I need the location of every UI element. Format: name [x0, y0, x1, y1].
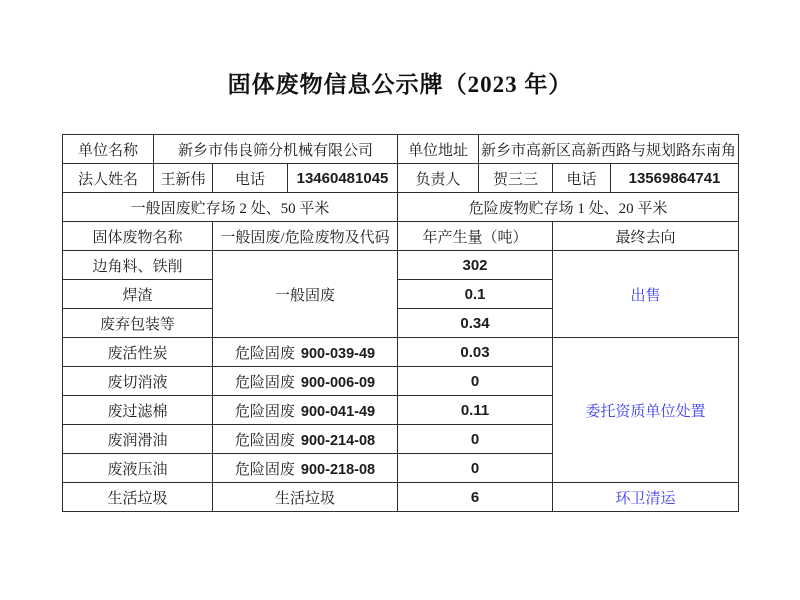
phone1-label: 电话 — [213, 164, 288, 193]
domestic-destination-cell: 环卫清运 — [553, 483, 739, 512]
waste-name: 生活垃圾 — [63, 483, 213, 512]
waste-amount: 0.34 — [398, 309, 553, 338]
waste-name: 边角料、铁削 — [63, 251, 213, 280]
row-unit-info — [63, 135, 739, 164]
phone2-value: 13569864741 — [611, 164, 739, 193]
table-row — [63, 483, 739, 512]
waste-name: 焊渣 — [63, 280, 213, 309]
waste-name: 废切消液 — [63, 367, 213, 396]
waste-category-code: 危险固废 900-041-49 — [213, 396, 398, 425]
legal-person-value: 王新伟 — [154, 164, 213, 193]
waste-name: 废活性炭 — [63, 338, 213, 367]
header-waste-name: 固体废物名称 — [63, 222, 213, 251]
unit-name-label: 单位名称 — [63, 135, 154, 164]
waste-category-code: 危险固废 900-039-49 — [213, 338, 398, 367]
header-destination: 最终去向 — [553, 222, 739, 251]
page-title: 固体废物信息公示牌（2023 年） — [227, 72, 573, 97]
header-annual-amount: 年产生量（吨） — [398, 222, 553, 251]
waste-category-code: 危险固废 900-214-08 — [213, 425, 398, 454]
unit-address-value: 新乡市高新区高新西路与规划路东南角 — [479, 135, 739, 164]
waste-amount: 0.11 — [398, 396, 553, 425]
table-row — [63, 251, 739, 280]
phone2-label: 电话 — [553, 164, 611, 193]
legal-person-label: 法人姓名 — [63, 164, 154, 193]
waste-category-code: 危险固废 900-218-08 — [213, 454, 398, 483]
phone1-value: 13460481045 — [288, 164, 398, 193]
waste-amount: 0.03 — [398, 338, 553, 367]
waste-category-code: 危险固废 900-006-09 — [213, 367, 398, 396]
row-storage-info — [63, 193, 739, 222]
manager-value: 贺三三 — [479, 164, 553, 193]
waste-category-code: 生活垃圾 — [213, 483, 398, 512]
general-destination-cell: 出售 — [553, 251, 739, 338]
header-category-code: 一般固废/危险废物及代码 — [213, 222, 398, 251]
hazardous-destination-cell: 委托资质单位处置 — [553, 338, 739, 483]
waste-name: 废弃包装等 — [63, 309, 213, 338]
waste-amount: 6 — [398, 483, 553, 512]
unit-name-value: 新乡市伟良筛分机械有限公司 — [154, 135, 398, 164]
row-column-headers — [63, 222, 739, 251]
waste-amount: 0 — [398, 425, 553, 454]
waste-amount: 0 — [398, 367, 553, 396]
manager-label: 负责人 — [398, 164, 479, 193]
waste-amount: 302 — [398, 251, 553, 280]
waste-name: 废过滤棉 — [63, 396, 213, 425]
general-category-cell: 一般固废 — [213, 251, 398, 338]
row-contact-info — [63, 164, 739, 193]
general-storage-cell: 一般固废贮存场 2 处、50 平米 — [63, 193, 398, 222]
waste-name: 废液压油 — [63, 454, 213, 483]
waste-amount: 0.1 — [398, 280, 553, 309]
unit-address-label: 单位地址 — [398, 135, 479, 164]
hazardous-storage-cell: 危险废物贮存场 1 处、20 平米 — [398, 193, 739, 222]
waste-info-table — [62, 134, 739, 512]
table-row — [63, 338, 739, 367]
waste-amount: 0 — [398, 454, 553, 483]
waste-name: 废润滑油 — [63, 425, 213, 454]
